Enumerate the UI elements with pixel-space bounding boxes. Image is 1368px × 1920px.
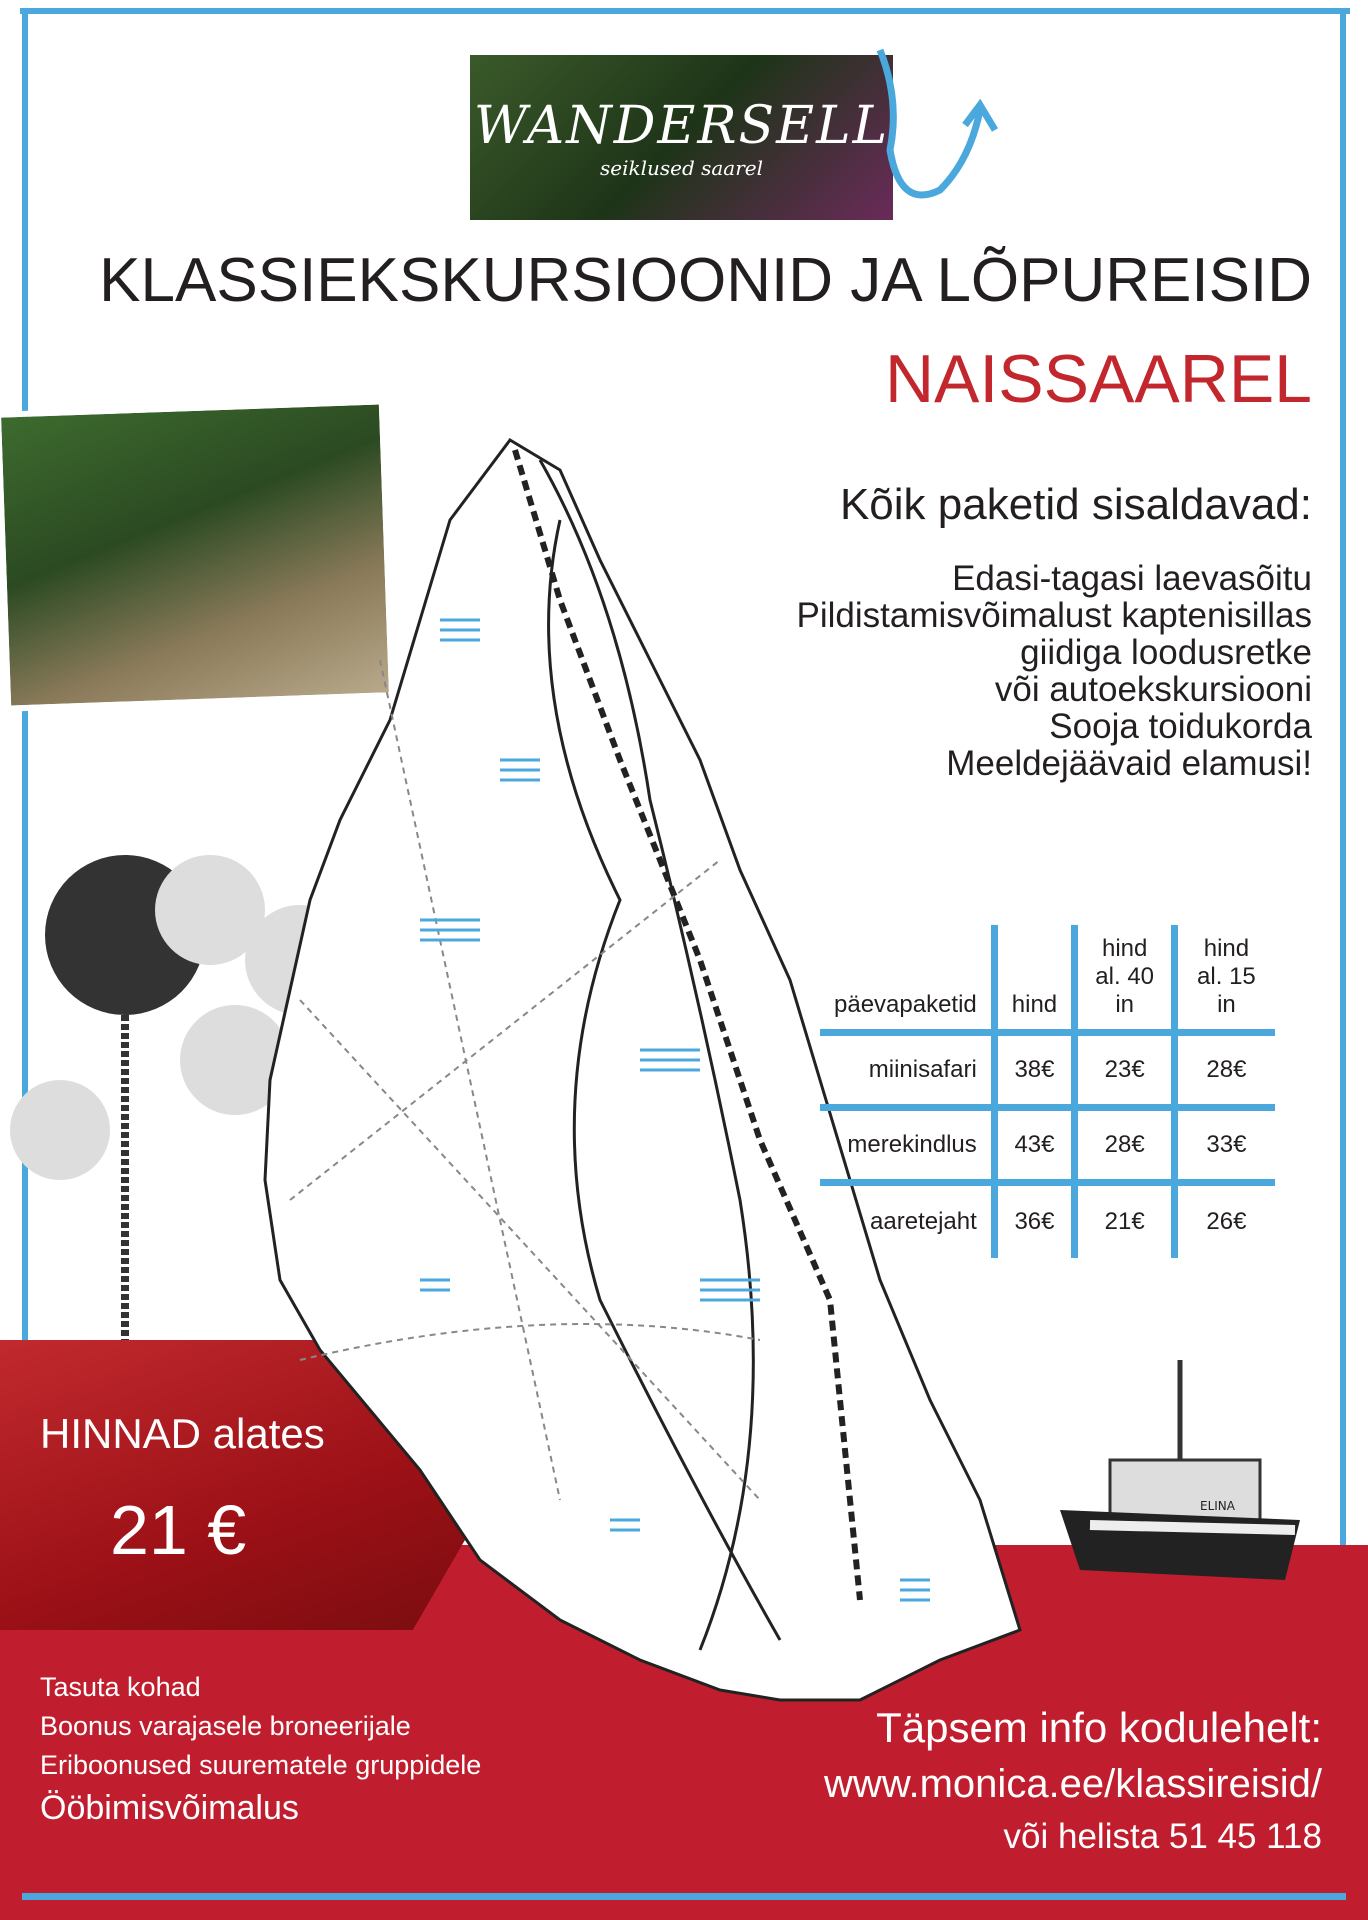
cell: 26€: [1206, 1207, 1247, 1235]
info-heading: Täpsem info kodulehelt:: [876, 1704, 1322, 1751]
cell: 36€: [994, 1183, 1074, 1258]
bonus-item: Tasuta kohad: [40, 1672, 201, 1702]
logo-name: WANDERSELL: [473, 95, 890, 156]
include-item: giidiga loodusretke: [1020, 633, 1312, 672]
header-cell: päevapaketid: [820, 925, 994, 1033]
header-cell: hind: [994, 925, 1074, 1033]
cell: 21€: [1075, 1183, 1175, 1258]
contact-info: [824, 1700, 1322, 1862]
cell: 28€: [1206, 1056, 1247, 1083]
includes-list: [797, 560, 1312, 782]
table-row: [820, 1033, 1275, 1108]
page-title: KLASSIEKSKURSIOONID JA LÕPUREISID: [99, 246, 1312, 315]
bonus-list: [40, 1668, 481, 1828]
ship-image: [1050, 1350, 1310, 1590]
table-header: [820, 925, 1275, 1033]
price-table: [820, 925, 1275, 1258]
ship-name: ELINA: [1200, 1499, 1235, 1513]
website-link[interactable]: www.monica.ee/klassireisid/: [824, 1762, 1322, 1806]
phone-number: või helista 51 45 118: [1003, 1817, 1322, 1856]
price-value: 21 €: [110, 1491, 247, 1569]
cell: aaretejaht: [820, 1183, 994, 1258]
include-item: Pildistamisvõimalust kaptenisillas: [796, 596, 1312, 635]
cell: 38€: [994, 1033, 1074, 1108]
include-item: Meeldejäävaid elamusi!: [946, 744, 1312, 783]
logo-tagline: seiklused saarel: [599, 155, 764, 180]
table-row: [820, 1183, 1275, 1258]
cell: 33€: [1206, 1131, 1247, 1158]
prices-label: HINNAD alates: [40, 1410, 325, 1457]
header-cell: hind al. 40 in: [1075, 925, 1175, 1033]
header-cell: hind al. 15 in: [1197, 935, 1256, 1018]
table-row: [820, 1108, 1275, 1183]
cell: merekindlus: [820, 1108, 994, 1183]
cell: 43€: [994, 1108, 1074, 1183]
cell: 23€: [1075, 1033, 1175, 1108]
cell: miinisafari: [820, 1033, 994, 1108]
cell: 28€: [1075, 1108, 1175, 1183]
bonus-item: Boonus varajasele broneerijale: [40, 1711, 411, 1741]
include-item: või autoekskursiooni: [994, 670, 1312, 709]
includes-heading: Kõik paketid sisaldavad:: [839, 480, 1312, 529]
include-item: Sooja toidukorda: [1049, 707, 1312, 746]
bonus-item: Ööbimisvõimalus: [40, 1789, 299, 1827]
include-item: Edasi-tagasi laevasõitu: [952, 559, 1312, 598]
bonus-item: Eriboonused suurematele gruppidele: [40, 1750, 482, 1780]
page-subtitle: NAISSAAREL: [884, 341, 1312, 417]
